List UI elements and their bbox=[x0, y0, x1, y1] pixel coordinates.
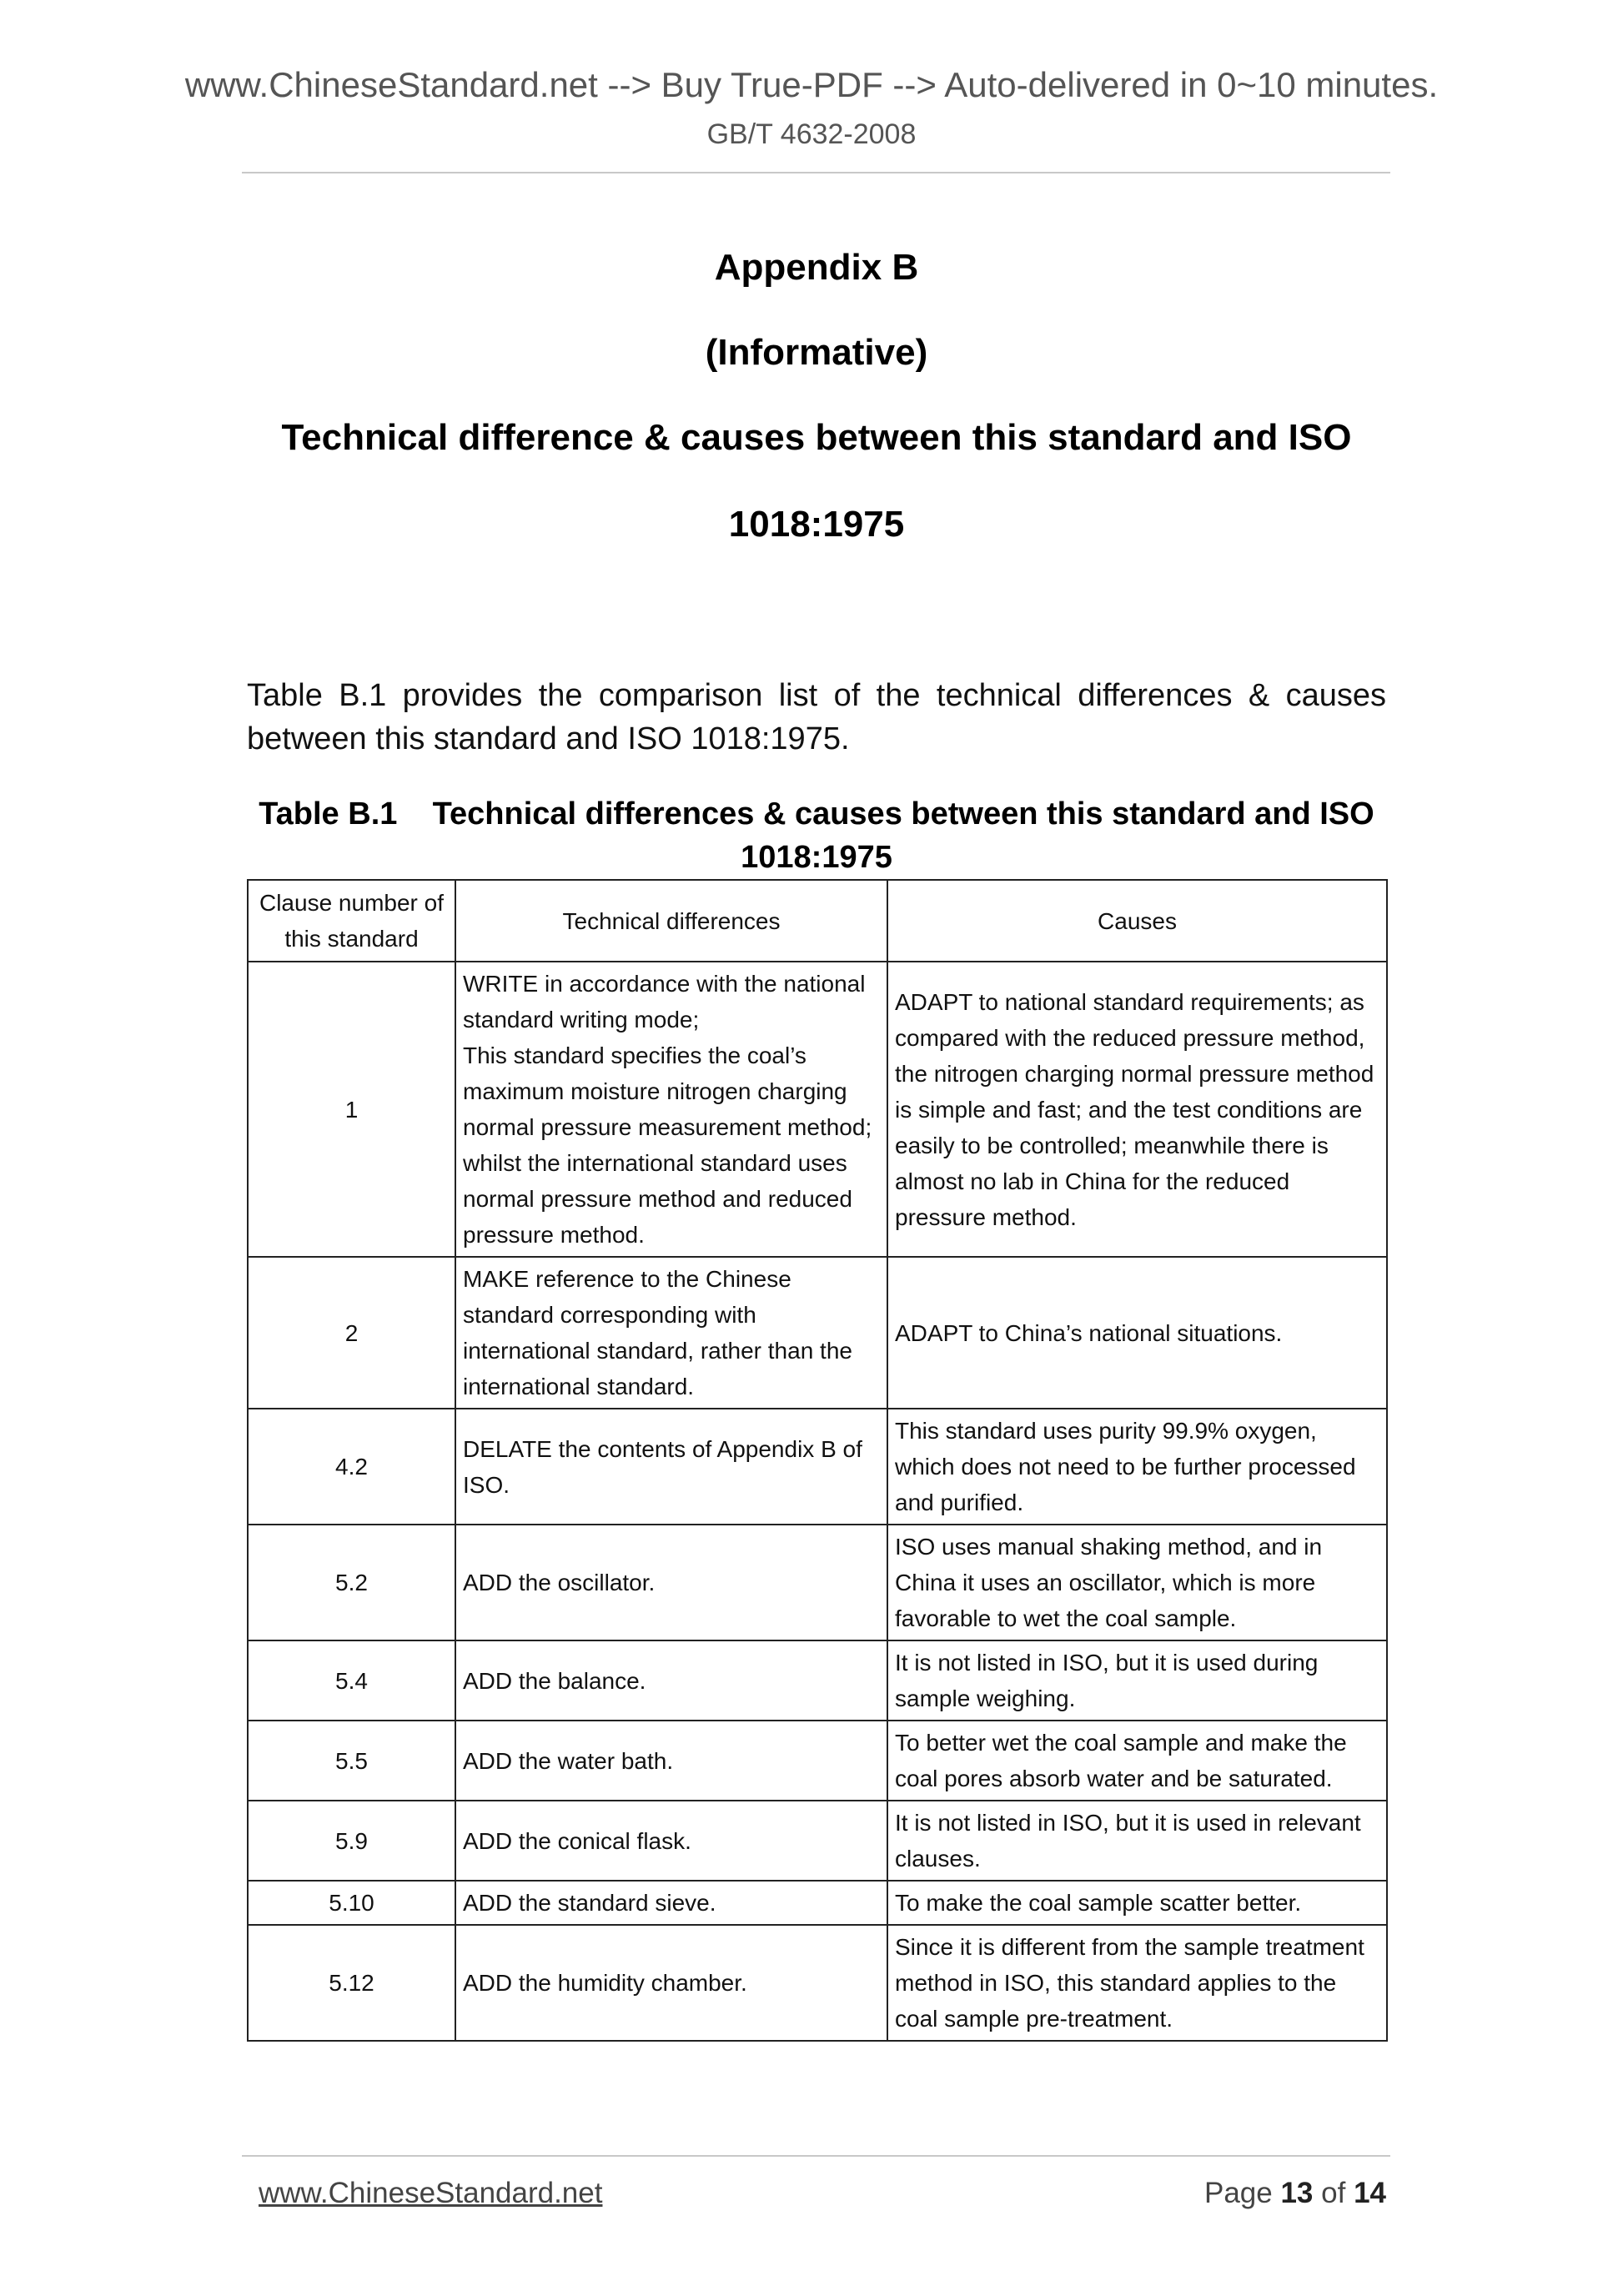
page-total: 14 bbox=[1354, 2177, 1386, 2209]
clause-cell: 5.5 bbox=[248, 1721, 455, 1801]
cause-cell: This standard uses purity 99.9% oxygen, which does not need to be further processed and purified. bbox=[887, 1409, 1387, 1525]
table-row bbox=[248, 962, 1387, 1257]
table-body bbox=[248, 962, 1387, 2041]
table-header-row bbox=[248, 880, 1387, 962]
table-caption: Table B.1 Technical differences & causes between this standard and ISO 1018:1975 bbox=[259, 796, 1384, 875]
table-row bbox=[248, 1257, 1387, 1409]
cause-cell: Since it is different from the sample treatment method in ISO, this standard applies to the coal sample pre-treatment. bbox=[887, 1925, 1387, 2041]
clause-cell: 2 bbox=[248, 1257, 455, 1409]
appendix-title: Appendix B bbox=[714, 247, 919, 288]
page-current: 13 bbox=[1280, 2177, 1314, 2209]
table-row bbox=[248, 1409, 1387, 1525]
difference-cell: DELATE the contents of Appendix B of ISO. bbox=[455, 1409, 887, 1525]
footer-divider bbox=[242, 2155, 1390, 2157]
table-row bbox=[248, 1721, 1387, 1801]
difference-cell: ADD the balance. bbox=[455, 1640, 887, 1721]
clause-cell: 5.9 bbox=[248, 1801, 455, 1881]
difference-cell: ADD the conical flask. bbox=[455, 1801, 887, 1881]
cause-cell: To better wet the coal sample and make the coal pores absorb water and be saturated. bbox=[887, 1721, 1387, 1801]
page-of: of bbox=[1321, 2177, 1346, 2209]
page-word: Page bbox=[1203, 2177, 1273, 2209]
table-row bbox=[248, 1525, 1387, 1640]
difference-cell: MAKE reference to the Chinese standard corresponding with international standard, rather than the international standard. bbox=[455, 1257, 887, 1409]
clause-cell: 1 bbox=[248, 962, 455, 1257]
standard-code: GB/T 4632-2008 bbox=[706, 118, 917, 150]
intro-paragraph: Table B.1 provides the comparison list of the technical differences & causes between this standard and ISO 1018:1975. bbox=[247, 678, 1386, 756]
appendix-subtitle-line1: Technical difference & causes between this standard and ISO bbox=[281, 417, 1352, 458]
page-indicator bbox=[1204, 2177, 1386, 2210]
header-banner: www.ChineseStandard.net --> Buy True-PDF --> Auto-delivered in 0~10 minutes. bbox=[184, 65, 1439, 104]
header-causes: Causes bbox=[887, 880, 1387, 962]
clause-cell: 5.4 bbox=[248, 1640, 455, 1721]
header-technical-differences: Technical differences bbox=[455, 880, 887, 962]
difference-cell: ADD the water bath. bbox=[455, 1721, 887, 1801]
clause-cell: 5.12 bbox=[248, 1925, 455, 2041]
header-divider bbox=[242, 172, 1390, 173]
table-row bbox=[248, 1925, 1387, 2041]
appendix-subtitle-line2: 1018:1975 bbox=[728, 504, 905, 545]
clause-cell: 5.2 bbox=[248, 1525, 455, 1640]
table-row bbox=[248, 1881, 1387, 1925]
difference-cell: WRITE in accordance with the national standard writing mode; This standard specifies the coal’s maximum moisture nitrogen charging normal pressure measurement method; whilst the international standard uses normal pressure method and reduced pressure method. bbox=[455, 962, 887, 1257]
cause-cell: ADAPT to national standard requirements; as compared with the reduced pressure method, the nitrogen charging normal pressure method is simple and fast; and the test conditions are easily to be controlled; meanwhile there is almost no lab in China for the reduced pressure method. bbox=[887, 962, 1387, 1257]
clause-cell: 4.2 bbox=[248, 1409, 455, 1525]
cause-cell: It is not listed in ISO, but it is used in relevant clauses. bbox=[887, 1801, 1387, 1881]
cause-cell: ISO uses manual shaking method, and in China it uses an oscillator, which is more favorable to wet the coal sample. bbox=[887, 1525, 1387, 1640]
difference-cell: ADD the humidity chamber. bbox=[455, 1925, 887, 2041]
cause-cell: To make the coal sample scatter better. bbox=[887, 1881, 1387, 1925]
difference-cell: ADD the standard sieve. bbox=[455, 1881, 887, 1925]
technical-differences-table bbox=[247, 879, 1388, 2042]
clause-cell: 5.10 bbox=[248, 1881, 455, 1925]
table-row bbox=[248, 1640, 1387, 1721]
footer-site-link[interactable]: www.ChineseStandard.net bbox=[259, 2177, 603, 2209]
cause-cell: ADAPT to China’s national situations. bbox=[887, 1257, 1387, 1409]
difference-cell: ADD the oscillator. bbox=[455, 1525, 887, 1640]
cause-cell: It is not listed in ISO, but it is used during sample weighing. bbox=[887, 1640, 1387, 1721]
table-row bbox=[248, 1801, 1387, 1881]
header-clause-number: Clause number of this standard bbox=[248, 880, 455, 962]
appendix-nature: (Informative) bbox=[705, 332, 928, 373]
